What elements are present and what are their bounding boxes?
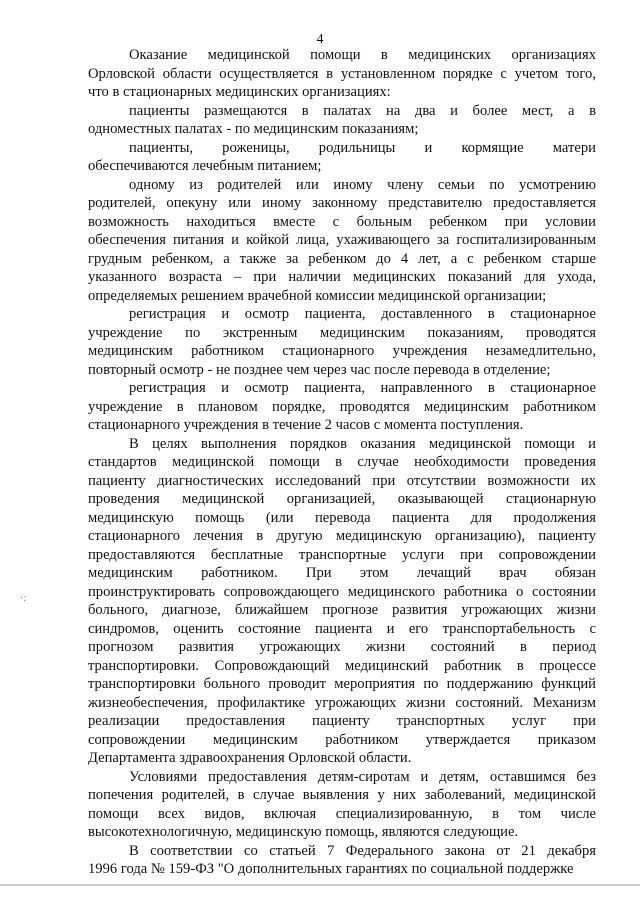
text-line: родителей, опекуну или иному законному представителю предоставляется — [88, 195, 596, 211]
text-line: стационарного учреждения в течение 2 часов с момента поступления. — [88, 417, 524, 433]
paragraph — [88, 305, 596, 379]
text-line: транспортировки больного проводит мероприятия по поддержанию функций — [88, 676, 596, 692]
text-line: определяемых решением врачебной комиссии медицинской организации; — [88, 287, 547, 304]
text-line: попечения родителей, в случае выявления у них заболеваний, медицинской — [88, 787, 596, 803]
text-line: учреждение в плановом порядке, проводятся медицинским работником — [88, 398, 596, 415]
text-line: обеспечения питания и койкой лица, ухаживающего за госпитализированным — [88, 232, 596, 248]
text-line: пациенту диагностических исследований при отсутствии возможности их — [88, 472, 596, 489]
text-line: транспортировки. Сопровождающий медицинский работник в процессе — [88, 657, 596, 674]
text-line: предоставляются бесплатные транспортные услуги при сопровождении — [88, 546, 596, 563]
text-line: пациенты, роженицы, родильницы и кормящие матери — [129, 139, 596, 156]
paragraph — [88, 768, 596, 842]
text-line: помощи всех видов, включая специализированную, в том числе — [88, 805, 596, 822]
text-line: сопровождении медицинским работником утверждается приказом — [88, 731, 596, 748]
text-line: медицинским работником стационарного учреждения незамедлительно, — [88, 343, 596, 359]
text-line: одному из родителей или иному члену семьи по усмотрению — [129, 176, 596, 193]
text-line: синдромов, оценить состояние пациента и его транспортабельность с — [88, 620, 596, 637]
page-number: 4 — [316, 32, 324, 47]
text-line: учреждение по экстренным медицинским показаниям, проводятся — [88, 324, 596, 341]
margin-mark: ·: — [20, 593, 27, 604]
paragraph — [88, 842, 596, 879]
text-line: проведения медицинской организацией, оказывающей стационарную — [88, 491, 596, 507]
text-line: регистрация и осмотр пациента, доставленного в стационарное — [129, 306, 596, 322]
text-line: медицинским работником. При этом лечащий врач обязан — [88, 565, 596, 581]
document-body — [88, 46, 596, 879]
text-line: медицинскую помощь (или перевода пациента для продолжения — [88, 509, 596, 526]
paragraph — [88, 46, 596, 102]
text-line: больного, диагнозе, ближайшем прогнозе развития угрожающих жизни — [88, 602, 596, 618]
text-line: одноместных палатах - по медицинским показаниям; — [88, 121, 419, 137]
text-line: что в стационарных медицинских организациях: — [88, 84, 391, 100]
text-line: стационарного лечения в другую медицинскую организацию), пациенту — [88, 528, 596, 544]
text-line: Условиями предоставления детям-сиротам и детям, оставшимся без — [129, 768, 596, 785]
text-line: 1996 года № 159-ФЗ "О дополнительных гарантиях по социальной поддержке — [88, 861, 574, 877]
text-line: грудным ребенком, а также за ребенком до 4 лет, а с ребенком старше — [88, 250, 596, 267]
text-line: стандартов медицинской помощи в случае необходимости проведения — [88, 454, 596, 470]
text-line: повторный осмотр - не позднее чем через час после перевода в отделение; — [88, 361, 551, 378]
text-line: Оказание медицинской помощи в медицинских организациях — [129, 47, 596, 63]
text-line: проинструктировать сопровождающего медицинского работника о состоянии — [88, 583, 596, 600]
text-line: Орловской области осуществляется в установленном порядке с учетом того, — [88, 65, 596, 82]
text-line: Департамента здравоохранения Орловской области. — [88, 750, 412, 766]
text-line: В соответствии со статьей 7 Федерального закона от 21 декабря — [129, 842, 596, 859]
paragraph — [88, 102, 596, 139]
paragraph — [88, 435, 596, 768]
page-bottom-edge — [0, 884, 640, 886]
text-line: указанного возраста – при наличии медицинских показаний для ухода, — [88, 269, 596, 285]
paragraph — [88, 176, 596, 306]
text-line: прогнозом развития угрожающих жизни состояний в период — [88, 639, 596, 655]
text-line: высокотехнологичную, медицинскую помощь, являются следующие. — [88, 824, 519, 840]
text-line: обеспечиваются лечебным питанием; — [88, 158, 322, 174]
text-line: жизнеобеспечения, профилактике угрожающих жизни состояний. Механизм — [88, 694, 596, 711]
paragraph — [88, 379, 596, 435]
text-line: регистрация и осмотр пациента, направленного в стационарное — [129, 380, 596, 396]
text-line: реализации предоставления пациенту транспортных услуг при — [88, 713, 596, 729]
paragraph — [88, 139, 596, 176]
text-line: возможность находиться вместе с больным ребенком при условии — [88, 213, 596, 230]
text-line: пациенты размещаются в палатах на два и более мест, а в — [129, 102, 596, 119]
text-line: В целях выполнения порядков оказания медицинской помощи и — [129, 435, 596, 452]
